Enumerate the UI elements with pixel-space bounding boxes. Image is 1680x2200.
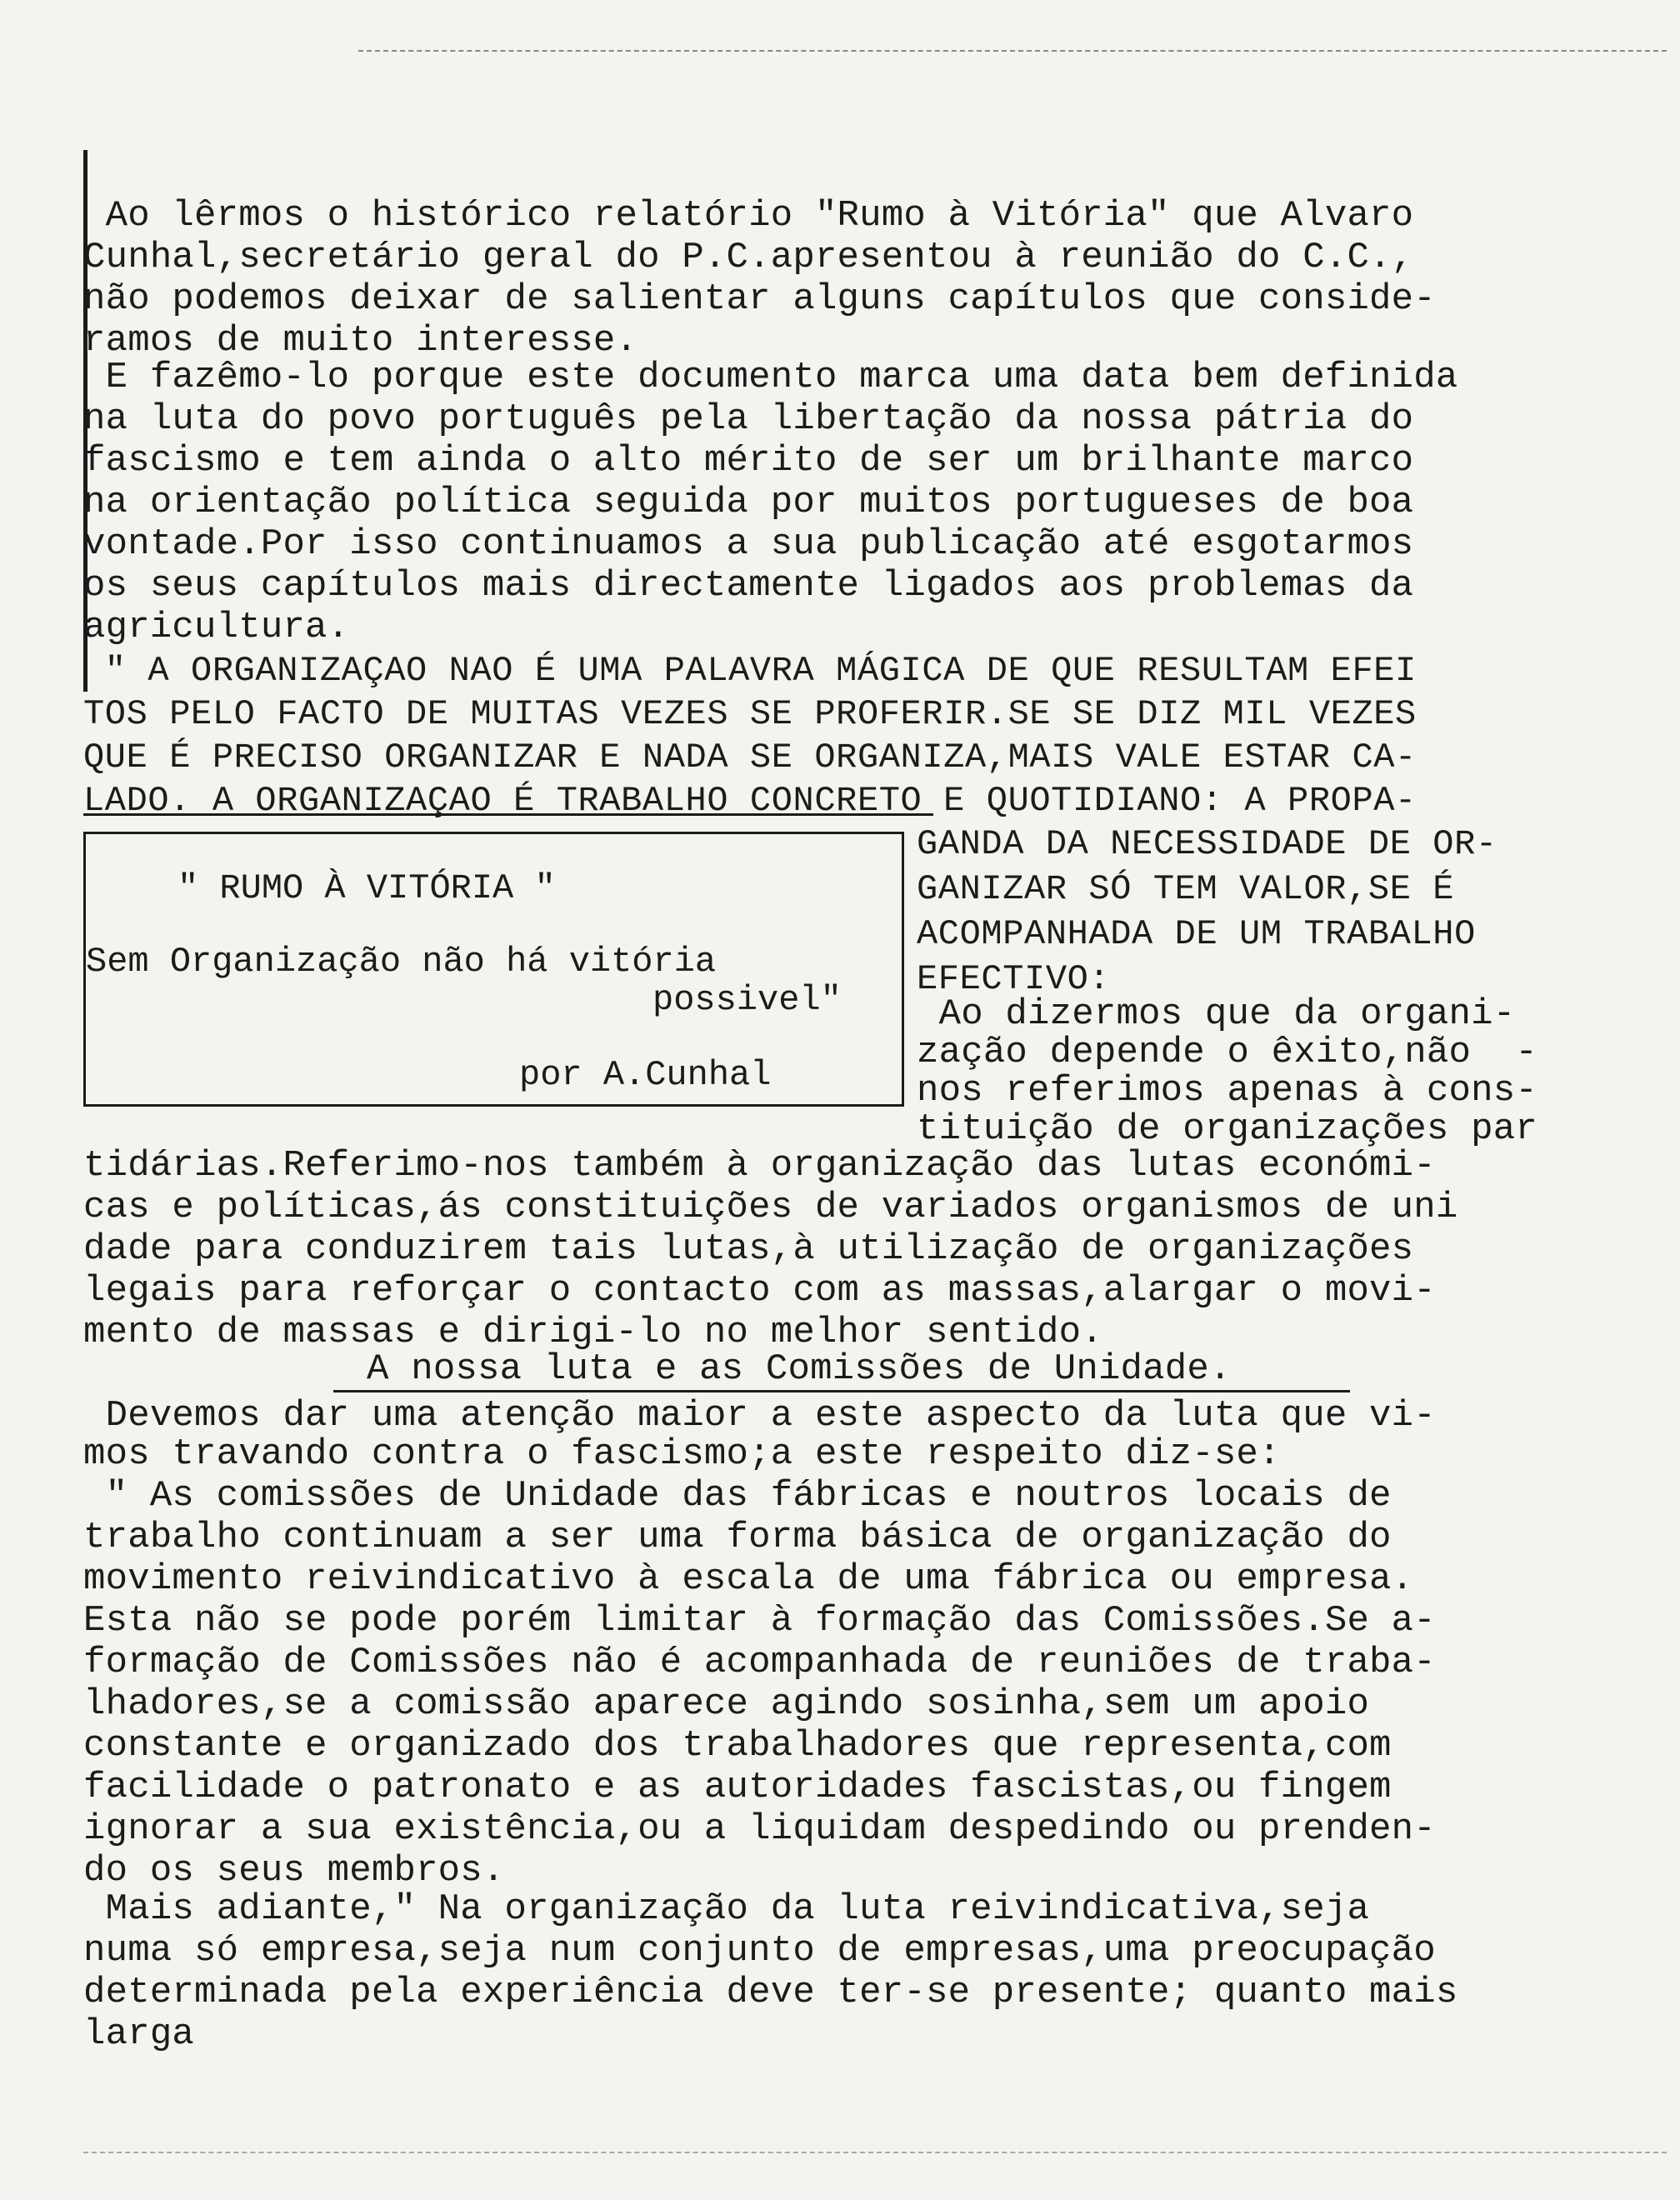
text-line: Devemos dar uma atenção maior a este aspecto da luta que vi- bbox=[83, 1395, 1436, 1437]
text-line: agricultura. bbox=[83, 607, 350, 648]
text-line: numa só empresa,seja num conjunto de empresas,uma preocupação bbox=[83, 1930, 1436, 1972]
text-line: cas e políticas,ás constituições de variados organismos de uni bbox=[83, 1187, 1458, 1228]
text-line: do os seus membros. bbox=[83, 1850, 505, 1892]
text-line: mento de massas e dirigi-lo no melhor sentido. bbox=[83, 1312, 1103, 1353]
top-dashed-rule bbox=[358, 50, 1667, 52]
text-line: " As comissões de Unidade das fábricas e noutros locais de bbox=[83, 1475, 1392, 1517]
caps-line: LADO. A ORGANIZAÇAO É TRABALHO CONCRETO E QUOTIDIANO: A PROPA- bbox=[83, 781, 1417, 821]
text-line: na orientação política seguida por muitos portugueses de boa bbox=[83, 482, 1414, 523]
section-heading: A nossa luta e as Comissões de Unidade. bbox=[367, 1348, 1232, 1390]
text-line: Mais adiante," Na organização da luta reivindicativa,seja bbox=[83, 1888, 1370, 1930]
text-line: Cunhal,secretário geral do P.C.apresentou à reunião do C.C., bbox=[83, 237, 1414, 278]
text-line: mos travando contra o fascismo;a este respeito diz-se: bbox=[83, 1433, 1281, 1475]
box-line-2: possivel" bbox=[652, 980, 842, 1020]
title-box bbox=[83, 832, 904, 1107]
text-line: na luta do povo português pela libertação da nossa pátria do bbox=[83, 398, 1414, 440]
text-line: facilidade o patronato e as autoridades fascistas,ou fingem bbox=[83, 1767, 1392, 1808]
text-line: constante e organizado dos trabalhadores que representa,com bbox=[83, 1725, 1392, 1767]
caps-underline bbox=[83, 813, 933, 816]
text-line: ignorar a sua existência,ou a liquidam despedindo ou prenden- bbox=[83, 1808, 1436, 1850]
column-caps-line: ACOMPANHADA DE UM TRABALHO bbox=[917, 914, 1476, 954]
column-caps-line: GANDA DA NECESSIDADE DE OR- bbox=[917, 824, 1498, 864]
column-caps-line: GANIZAR SÓ TEM VALOR,SE É bbox=[917, 869, 1455, 909]
text-line: formação de Comissões não é acompanhada de reuniões de traba- bbox=[83, 1642, 1436, 1683]
caps-line: QUE É PRECISO ORGANIZAR E NADA SE ORGANIZA,MAIS VALE ESTAR CA- bbox=[83, 738, 1417, 778]
heading-underline bbox=[333, 1390, 1350, 1392]
text-line: determinada pela experiência deve ter-se presente; quanto mais bbox=[83, 1972, 1458, 2013]
bottom-dashed-rule bbox=[83, 2152, 1667, 2153]
text-line: movimento reivindicativo à escala de uma fábrica ou empresa. bbox=[83, 1558, 1414, 1600]
text-line: vontade.Por isso continuamos a sua publicação até esgotarmos bbox=[83, 523, 1414, 565]
caps-line: " A ORGANIZAÇAO NAO É UMA PALAVRA MÁGICA DE QUE RESULTAM EFEI bbox=[83, 651, 1417, 691]
box-line-1: Sem Organização não há vitória bbox=[86, 942, 717, 982]
column-text-line: tituição de organizações par bbox=[917, 1108, 1538, 1150]
text-line: larga bbox=[83, 2013, 195, 2055]
text-line: tidárias.Referimo-nos também à organização das lutas económi- bbox=[83, 1145, 1436, 1187]
text-line: os seus capítulos mais directamente ligados aos problemas da bbox=[83, 565, 1414, 607]
column-caps-line: EFECTIVO: bbox=[917, 959, 1111, 999]
text-line: não podemos deixar de salientar alguns capítulos que conside- bbox=[83, 278, 1436, 320]
box-title: " RUMO À VITÓRIA " bbox=[178, 868, 556, 908]
text-line: dade para conduzirem tais lutas,à utilização de organizações bbox=[83, 1228, 1414, 1270]
column-text-line: Ao dizermos que da organi- bbox=[917, 993, 1516, 1035]
text-line: Ao lêrmos o histórico relatório "Rumo à Vitória" que Alvaro bbox=[83, 195, 1414, 237]
column-text-line: zação depende o êxito,não - bbox=[917, 1032, 1538, 1073]
caps-line: TOS PELO FACTO DE MUITAS VEZES SE PROFERIR.SE SE DIZ MIL VEZES bbox=[83, 694, 1417, 734]
text-line: fascismo e tem ainda o alto mérito de ser um brilhante marco bbox=[83, 440, 1414, 482]
text-line: lhadores,se a comissão aparece agindo sosinha,sem um apoio bbox=[83, 1683, 1370, 1725]
text-line: trabalho continuam a ser uma forma básica de organização do bbox=[83, 1517, 1392, 1558]
box-author: por A.Cunhal bbox=[519, 1055, 772, 1095]
text-line: Esta não se pode porém limitar à formação das Comissões.Se a- bbox=[83, 1600, 1436, 1642]
text-line: legais para reforçar o contacto com as massas,alargar o movi- bbox=[83, 1270, 1436, 1312]
column-text-line: nos referimos apenas à cons- bbox=[917, 1070, 1538, 1112]
text-line: E fazêmo-lo porque este documento marca uma data bem definida bbox=[83, 357, 1458, 398]
text-line: ramos de muito interesse. bbox=[83, 320, 638, 362]
